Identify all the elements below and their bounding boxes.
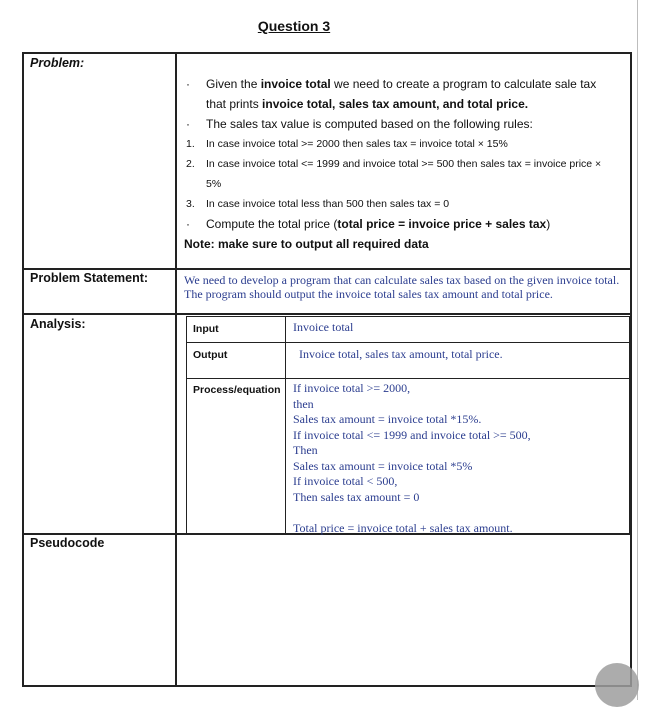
- process-line: [293, 505, 623, 521]
- analysis-row-divider: [187, 378, 629, 379]
- analysis-row-divider: [187, 342, 629, 343]
- bullet-icon: ·: [186, 77, 190, 91]
- worksheet-table: [22, 52, 632, 687]
- input-label: Input: [193, 323, 219, 335]
- analysis-divider: [285, 317, 286, 533]
- row-divider: [24, 268, 630, 270]
- scroll-button[interactable]: [595, 663, 639, 707]
- bullet-icon: ·: [186, 217, 190, 231]
- bullet-icon: ·: [186, 117, 190, 131]
- problem-content: [184, 74, 624, 254]
- rule-item: 3. In case invoice total less than 500 then sales tax = 0: [186, 198, 450, 210]
- pseudocode-label: Pseudocode: [30, 536, 105, 550]
- output-label: Output: [193, 349, 228, 361]
- problem-label: Problem:: [30, 56, 85, 70]
- process-line: Then: [293, 443, 318, 457]
- bullet-item: · Compute the total price (total price = invoice price + sales tax): [184, 214, 624, 234]
- analysis-table: [186, 316, 630, 534]
- process-line: Sales tax amount = invoice total *15%.: [293, 412, 482, 426]
- problem-statement-text: We need to develop a program that can calculate sales tax based on the given invoice total. The program should output the invoice total sales tax amount and total price.: [184, 273, 620, 301]
- process-line: then: [293, 396, 314, 411]
- analysis-label: Analysis:: [30, 317, 86, 331]
- process-line: Then sales tax amount = 0: [293, 489, 420, 504]
- process-label: Process/equation: [193, 384, 281, 396]
- problem-statement-label: Problem Statement:: [30, 271, 149, 285]
- column-divider: [175, 54, 177, 685]
- bullet-item-continued: that prints invoice total, sales tax amount, and total price.: [206, 97, 529, 111]
- process-line: Total price = invoice total + sales tax amount.: [293, 520, 513, 535]
- rule-item-continued: 5%: [206, 178, 222, 190]
- output-value: Invoice total, sales tax amount, total price.: [299, 347, 503, 361]
- process-line: If invoice total <= 1999 and invoice total >= 500,: [293, 427, 531, 442]
- note-text: Note: make sure to output all required data: [184, 237, 429, 251]
- rule-item: 2. In case invoice total <= 1999 and invoice total >= 500 then sales tax = invoice price ×: [186, 158, 602, 170]
- question-heading: Question 3: [257, 18, 331, 34]
- bullet-item: · Given the invoice total we need to create a program to calculate sale tax: [184, 74, 624, 94]
- process-line: Sales tax amount = invoice total *5%: [293, 458, 473, 473]
- rule-item: 1. In case invoice total >= 2000 then sales tax = invoice total × 15%: [186, 138, 508, 150]
- input-value: Invoice total: [293, 320, 354, 334]
- process-line: If invoice total >= 2000,: [293, 381, 411, 395]
- process-equation: [293, 381, 623, 536]
- bullet-item: · The sales tax value is computed based on the following rules:: [184, 114, 624, 134]
- row-divider: [24, 313, 630, 315]
- process-line: If invoice total < 500,: [293, 474, 398, 488]
